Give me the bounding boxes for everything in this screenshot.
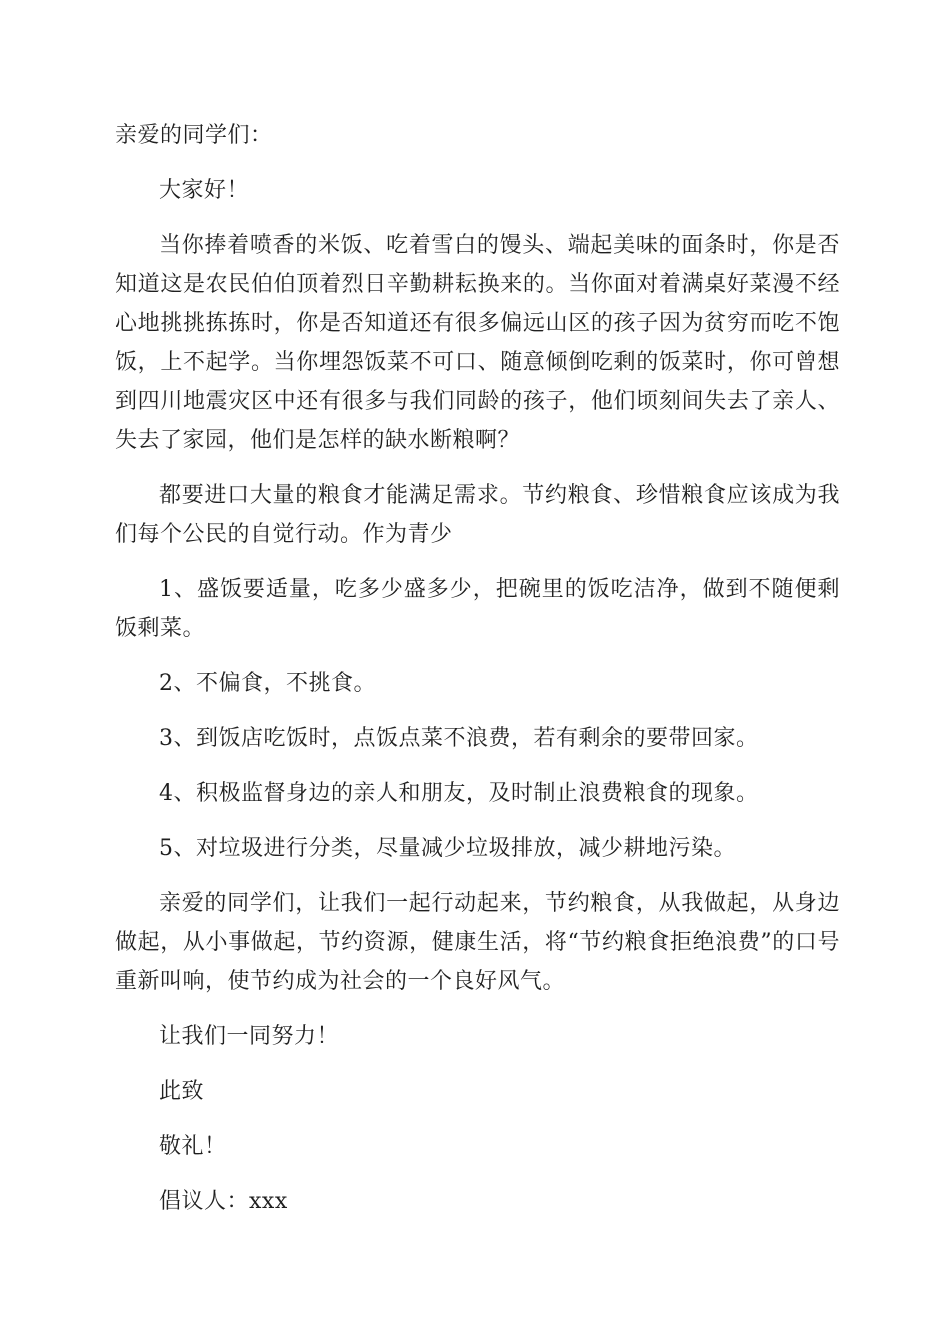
salutation-line: 亲爱的同学们： bbox=[115, 123, 273, 148]
body-paragraph-1: 当你捧着喷香的米饭、吃着雪白的馒头、端起美味的面条时，你是否知道这是农民伯伯顶着烈日辛勤耕耘换来的。当你面对着满桌好菜漫不经心地挑挑拣拣时，你是否知道还有很多偏远山区的孩子因为贫穷而吃不饱饭，上不起学。当你埋怨饭菜不可口、随意倾倒吃剩的饭菜时，你可曾想到四川地震灾区中还有很多与我们同龄的孩子，他们顷刻间失去了亲人、失去了家园，他们是怎样的缺水断粮啊？ bbox=[115, 233, 840, 453]
effort-line: 让我们一同努力！ bbox=[159, 1024, 340, 1049]
list-item-1: 1、盛饭要适量，吃多少盛多少，把碗里的饭吃洁净，做到不随便剩饭剩菜。 bbox=[115, 577, 840, 641]
list-item-5: 5、对垃圾进行分类，尽量减少垃圾排放，减少耕地污染。 bbox=[159, 836, 736, 861]
body-paragraph-2: 都要进口大量的粮食才能满足需求。节约粮食、珍惜粮食应该成为我们每个公民的自觉行动。作为青少 bbox=[115, 483, 840, 547]
closing-line: 此致 bbox=[159, 1079, 205, 1104]
list-item-3: 3、到饭店吃饭时，点饭点菜不浪费，若有剩余的要带回家。 bbox=[159, 726, 759, 751]
call-to-action-paragraph: 亲爱的同学们，让我们一起行动起来，节约粮食，从我做起，从身边做起，从小事做起，节约资源，健康生活，将“节约粮食拒绝浪费”的口号重新叫响，使节约成为社会的一个良好风气。 bbox=[115, 891, 840, 994]
list-item-2: 2、不偏食，不挑食。 bbox=[159, 671, 376, 696]
greeting-line: 大家好！ bbox=[159, 178, 250, 203]
list-item-4: 4、积极监督身边的亲人和朋友，及时制止浪费粮食的现象。 bbox=[159, 781, 759, 806]
salute-line: 敬礼！ bbox=[159, 1134, 227, 1159]
letter-body bbox=[115, 116, 840, 1221]
signature-line: 倡议人：xxx bbox=[159, 1189, 288, 1214]
